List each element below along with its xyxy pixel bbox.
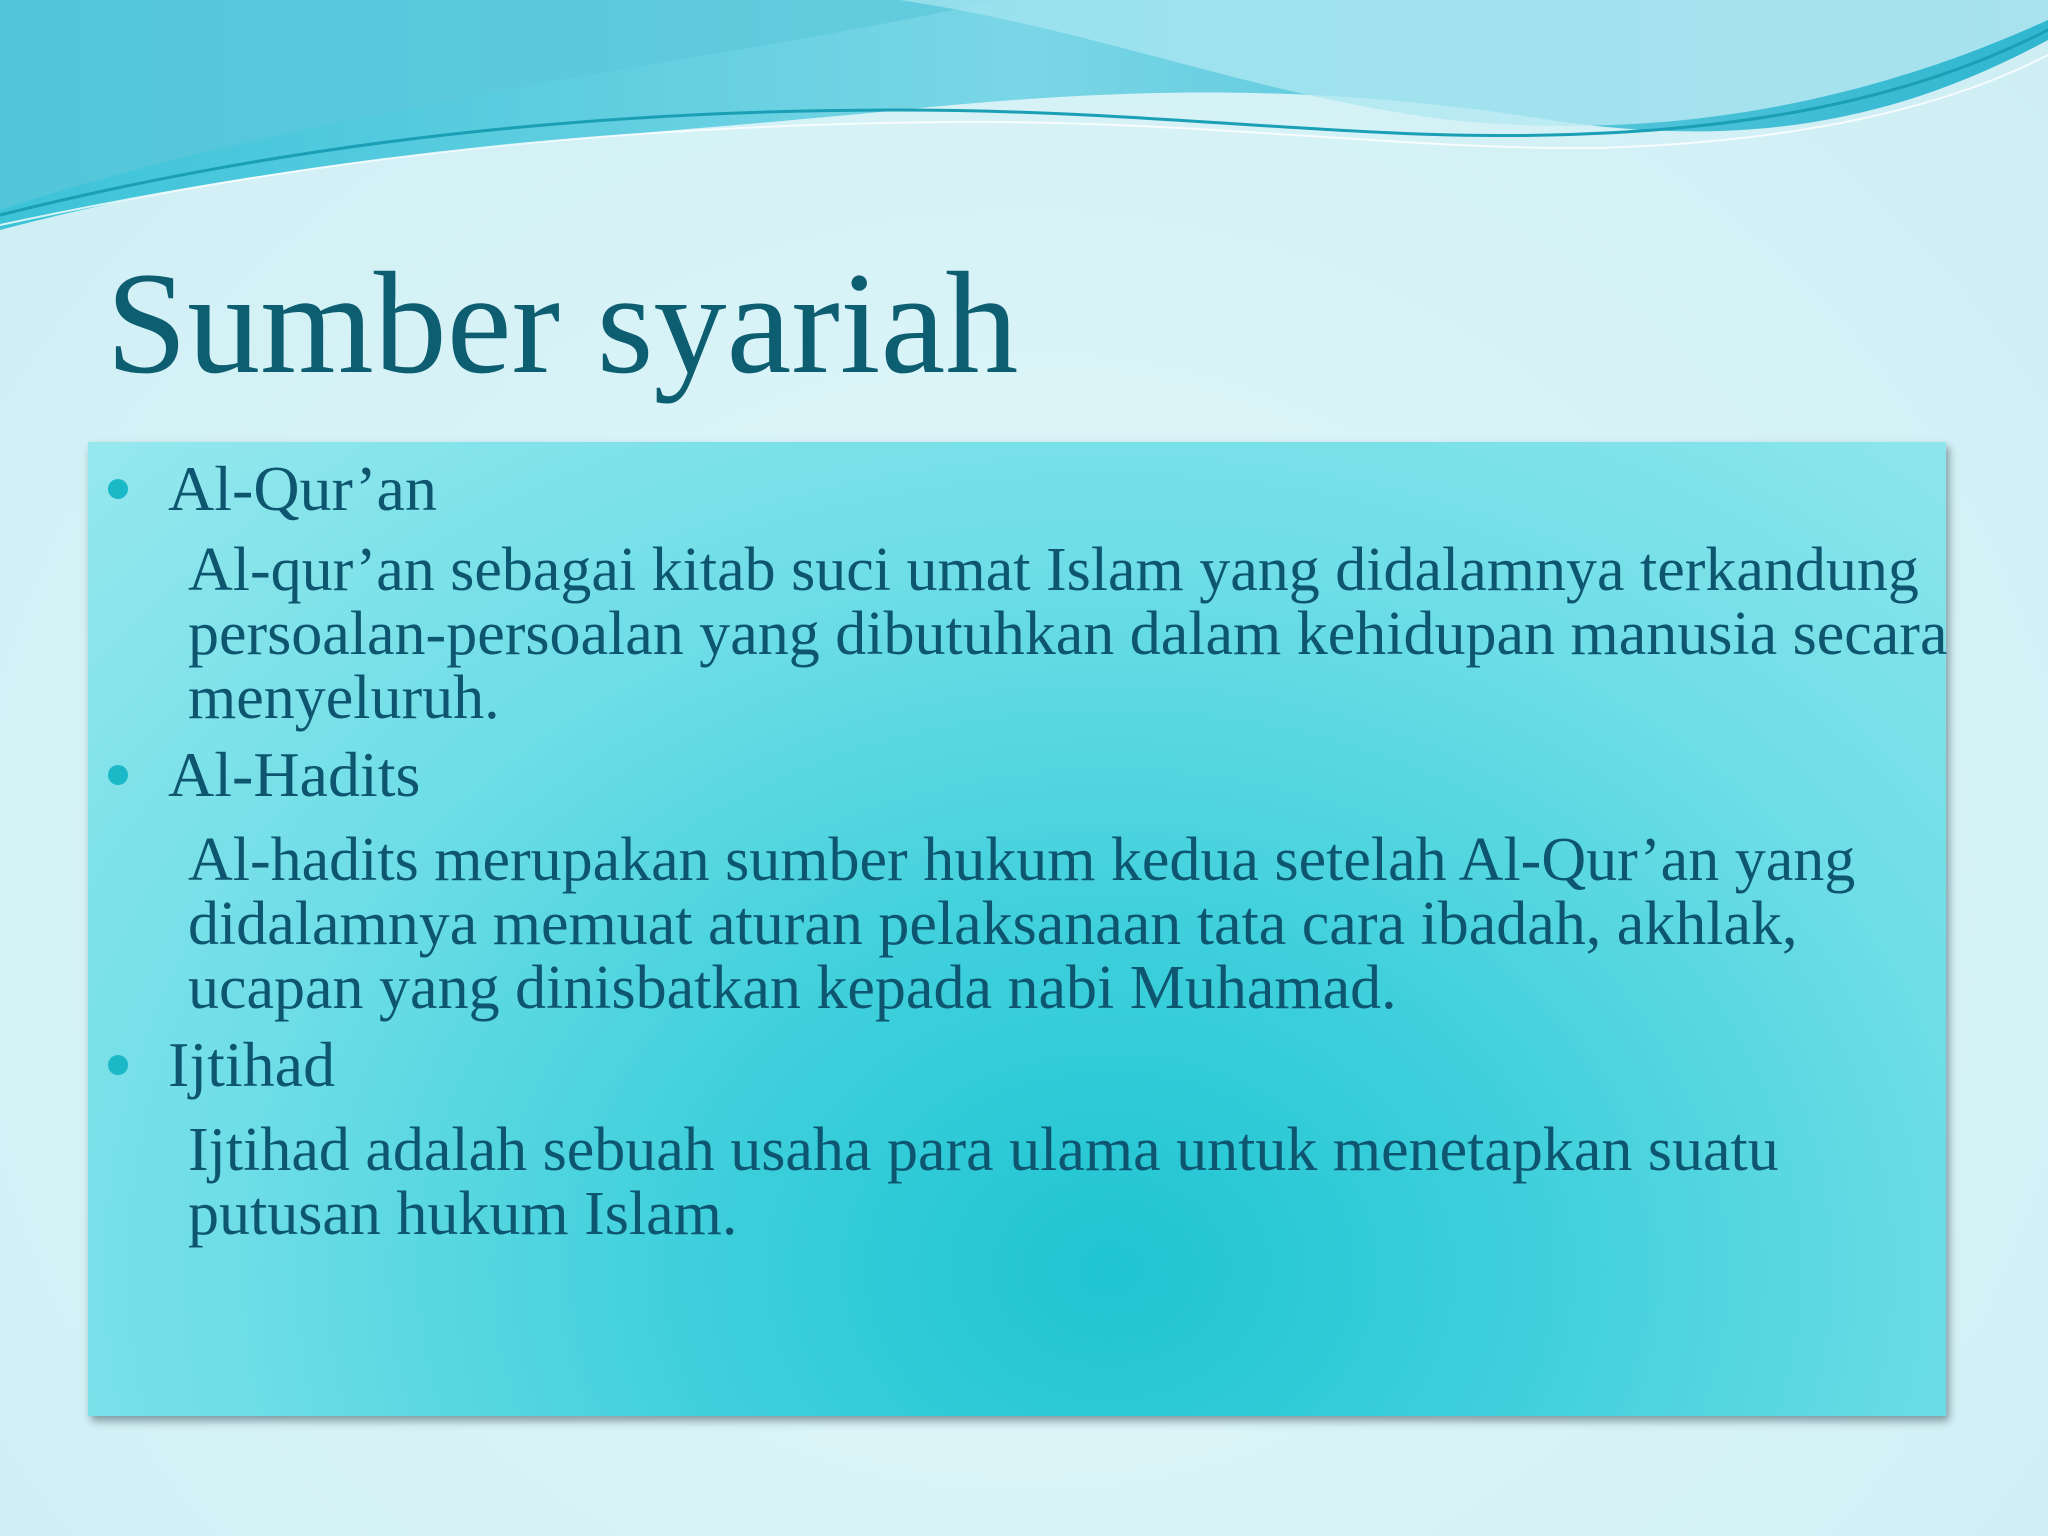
- item-heading: Ijtihad: [168, 1028, 336, 1100]
- list-item: [108, 736, 1916, 1020]
- content-box: [88, 442, 1946, 1416]
- decorative-wave-header: [0, 0, 2048, 260]
- item-heading: Al-Hadits: [168, 738, 421, 810]
- item-heading: Al-Qur’an: [168, 452, 437, 524]
- slide-title: Sumber syariah: [106, 242, 1019, 404]
- bullet-heading-row: [108, 1026, 1916, 1104]
- bullet-dot-icon: [108, 1055, 128, 1075]
- list-item: [108, 1026, 1916, 1246]
- item-description: Al-hadits merupakan sumber hukum kedua setelah Al-Qur’an yang didalamnya memuat aturan pelaksanaan tata cara ibadah, akhlak, ucapan yang dinisbatkan kepada nabi Muhamad.: [188, 826, 1856, 1022]
- item-description: Ijtihad adalah sebuah usaha para ulama untuk menetapkan suatu putusan hukum Islam.: [188, 1116, 1779, 1248]
- bullet-dot-icon: [108, 479, 128, 499]
- list-item: [108, 450, 1948, 732]
- item-description: Al-qur’an sebagai kitab suci umat Islam yang didalamnya terkandung persoalan-persoalan yang dibutuhkan dalam kehidupan manusia secara menyeluruh.: [188, 536, 1948, 732]
- bullet-heading-row: [108, 736, 1916, 814]
- bullet-heading-row: [108, 450, 1916, 528]
- bullet-dot-icon: [108, 765, 128, 785]
